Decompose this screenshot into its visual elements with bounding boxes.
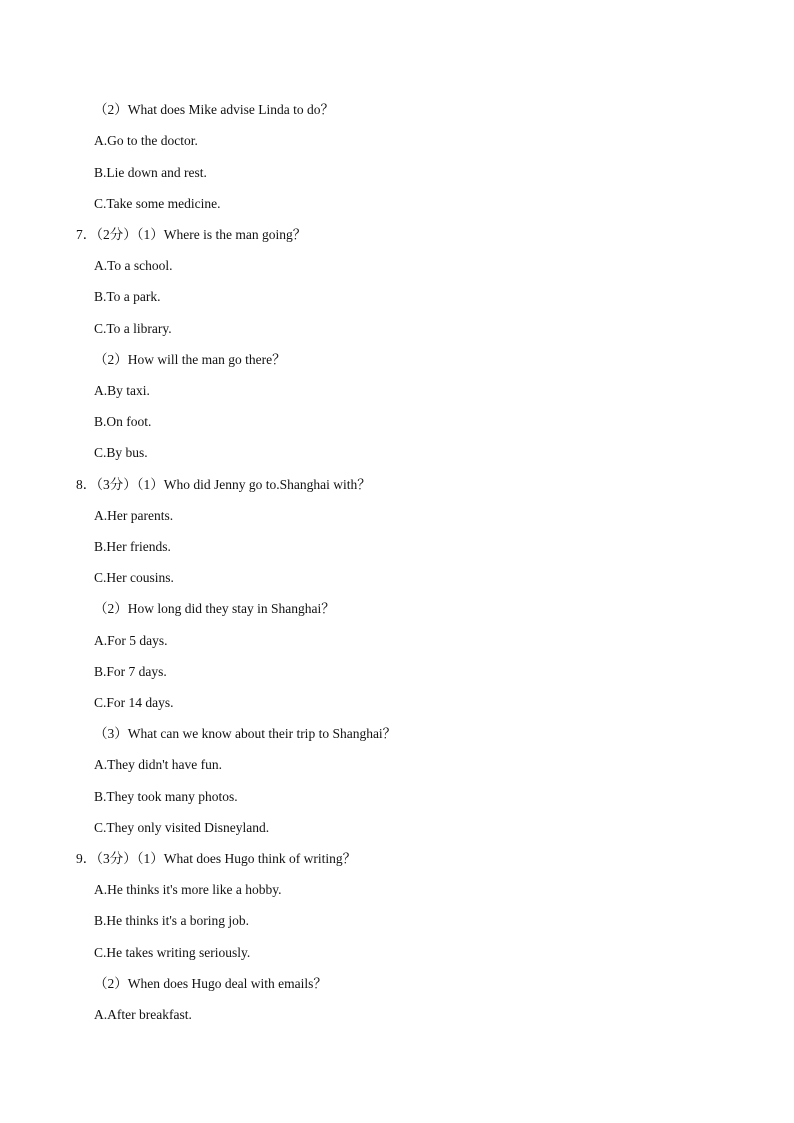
option-6-2-b: B.Lie down and rest. [94, 165, 207, 180]
option-7-1-a: A.To a school. [94, 258, 173, 273]
option-7-1-c: C.To a library. [94, 321, 172, 336]
option-8-3-a: A.They didn't have fun. [94, 757, 223, 772]
option-8-2-b: B.For 7 days. [94, 664, 167, 679]
sub-question-8-2: （2）How long did they stay in Shanghai？ [94, 601, 335, 616]
option-9-1-b: B.He thinks it's a boring job. [94, 913, 250, 928]
option-8-2-c: C.For 14 days. [94, 695, 174, 710]
option-8-1-a: A.Her parents. [94, 508, 174, 523]
option-9-1-c: C.He takes writing seriously. [94, 945, 251, 960]
option-7-2-a: A.By taxi. [94, 383, 150, 398]
option-8-3-b: B.They took many photos. [94, 789, 238, 804]
option-8-1-b: B.Her friends. [94, 539, 171, 554]
sub-question-9-2: （2）When does Hugo deal with emails？ [94, 976, 327, 991]
option-8-1-c: C.Her cousins. [94, 570, 174, 585]
option-8-2-a: A.For 5 days. [94, 633, 168, 648]
question-9-heading: 9．（3分）（1）What does Hugo think of writing？ [76, 851, 357, 866]
option-6-2-c: C.Take some medicine. [94, 196, 221, 211]
sub-question-8-3: （3）What can we know about their trip to Shanghai？ [94, 726, 397, 741]
question-8-heading: 8．（3分）（1）Who did Jenny go to.Shanghai with？ [76, 477, 371, 492]
option-7-2-c: C.By bus. [94, 445, 148, 460]
sub-question-6-2: （2）What does Mike advise Linda to do？ [94, 102, 334, 117]
question-7-heading: 7．（2分）（1）Where is the man going？ [76, 227, 307, 242]
option-8-3-c: C.They only visited Disneyland. [94, 820, 270, 835]
option-7-1-b: B.To a park. [94, 289, 161, 304]
option-9-2-a: A.After breakfast. [94, 1007, 192, 1022]
option-6-2-a: A.Go to the doctor. [94, 133, 198, 148]
option-7-2-b: B.On foot. [94, 414, 152, 429]
option-9-1-a: A.He thinks it's more like a hobby. [94, 882, 282, 897]
sub-question-7-2: （2）How will the man go there？ [94, 352, 286, 367]
